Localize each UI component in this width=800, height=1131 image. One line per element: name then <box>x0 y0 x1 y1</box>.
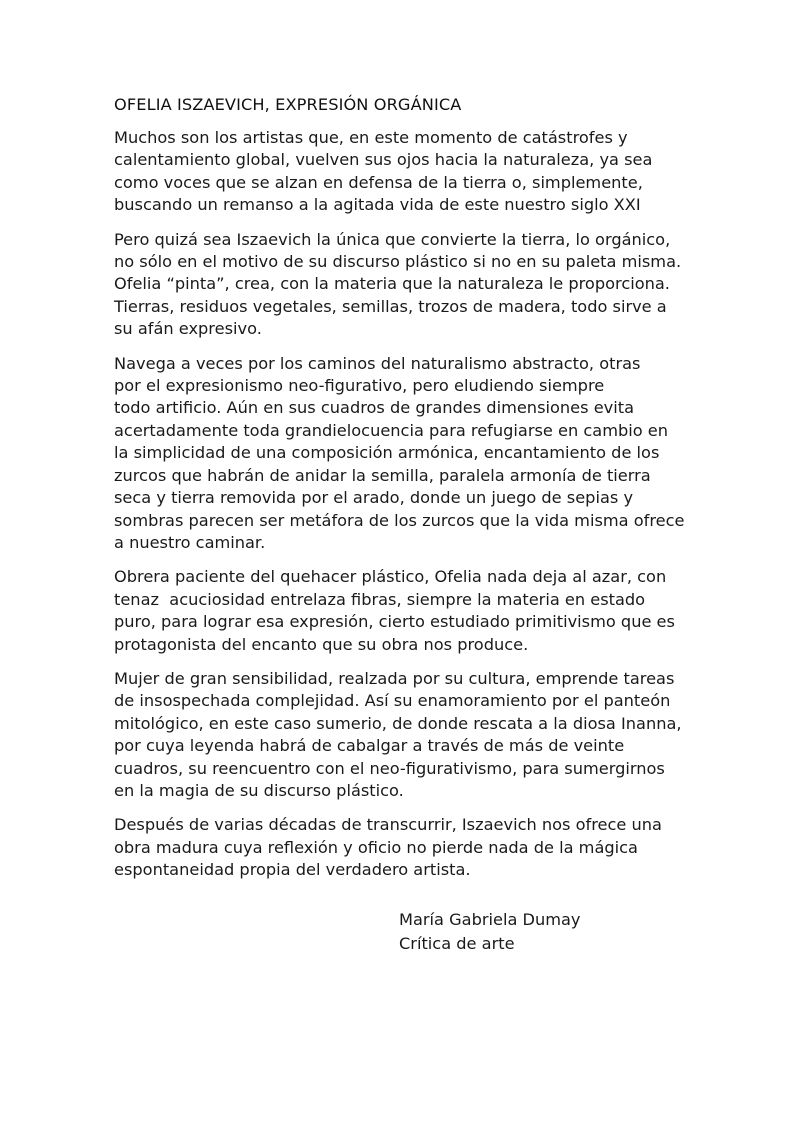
text-line: espontaneidad propia del verdadero artista. <box>114 860 471 880</box>
text-line: Mujer de gran sensibilidad, realzada por su cultura, emprende tareas <box>114 668 675 688</box>
text-line: Después de varias décadas de transcurrir, Iszaevich nos ofrece una <box>114 815 662 835</box>
text-line: su afán expresivo. <box>114 319 262 339</box>
document-body <box>114 94 704 894</box>
text-line: cuadros, su reencuentro con el neo-figurativismo, para sumergirnos <box>114 758 665 778</box>
text-line: a nuestro caminar. <box>114 532 266 552</box>
text-line: acertadamente toda grandielocuencia para refugiarse en cambio en <box>114 420 669 440</box>
text-line: Ofelia “pinta”, crea, con la materia que la naturaleza le proporciona. <box>114 274 670 294</box>
author-role: Crítica de arte <box>399 934 515 953</box>
text-line: zurcos que habrán de anidar la semilla, paralela armonía de tierra <box>114 465 651 485</box>
text-line: todo artificio. Aún en sus cuadros de grandes dimensiones evita <box>114 398 635 418</box>
text-line: la simplicidad de una composición armónica, encantamiento de los <box>114 443 660 463</box>
text-line: Pero quizá sea Iszaevich la única que convierte la tierra, lo orgánico, <box>114 229 671 249</box>
text-line: tenaz acuciosidad entrelaza fibras, siempre la materia en estado <box>114 589 646 609</box>
text-line: protagonista del encanto que su obra nos produce. <box>114 634 529 654</box>
paragraph-1 <box>114 127 704 217</box>
text-line: no sólo en el motivo de su discurso plástico si no en su paleta misma. <box>114 252 682 272</box>
text-line: como voces que se alzan en defensa de la tierra o, simplemente, <box>114 172 643 192</box>
text-line: por cuya leyenda habrá de cabalgar a través de más de veinte <box>114 736 625 756</box>
document-title: OFELIA ISZAEVICH, EXPRESIÓN ORGÁNICA <box>114 95 462 114</box>
text-line: Navega a veces por los caminos del naturalismo abstracto, otras <box>114 353 641 373</box>
signature-block <box>399 908 581 956</box>
author-name: María Gabriela Dumay <box>399 910 581 929</box>
text-line: seca y tierra removida por el arado, donde un juego de sepias y <box>114 488 634 508</box>
paragraph-5 <box>114 668 704 802</box>
text-line: sombras parecen ser metáfora de los zurcos que la vida misma ofrece <box>114 510 685 530</box>
text-line: Tierras, residuos vegetales, semillas, trozos de madera, todo sirve a <box>114 296 667 316</box>
text-line: Obrera paciente del quehacer plástico, Ofelia nada deja al azar, con <box>114 567 667 587</box>
text-line: buscando un remanso a la agitada vida de este nuestro siglo XXI <box>114 195 641 215</box>
paragraph-3 <box>114 353 704 555</box>
text-line: de insospechada complejidad. Así su enamoramiento por el panteón <box>114 691 671 711</box>
text-line: en la magia de su discurso plástico. <box>114 780 404 800</box>
text-line: obra madura cuya reflexión y oficio no pierde nada de la mágica <box>114 837 638 857</box>
paragraph-4 <box>114 566 704 656</box>
text-line: mitológico, en este caso sumerio, de donde rescata a la diosa Inanna, <box>114 713 682 733</box>
paragraph-2 <box>114 229 704 341</box>
text-line: puro, para lograr esa expresión, cierto estudiado primitivismo que es <box>114 612 675 632</box>
text-line: Muchos son los artistas que, en este momento de catástrofes y <box>114 128 628 147</box>
text-line: calentamiento global, vuelven sus ojos hacia la naturaleza, ya sea <box>114 150 653 170</box>
text-line: por el expresionismo neo-figurativo, pero eludiendo siempre <box>114 376 605 396</box>
paragraph-6 <box>114 814 704 881</box>
